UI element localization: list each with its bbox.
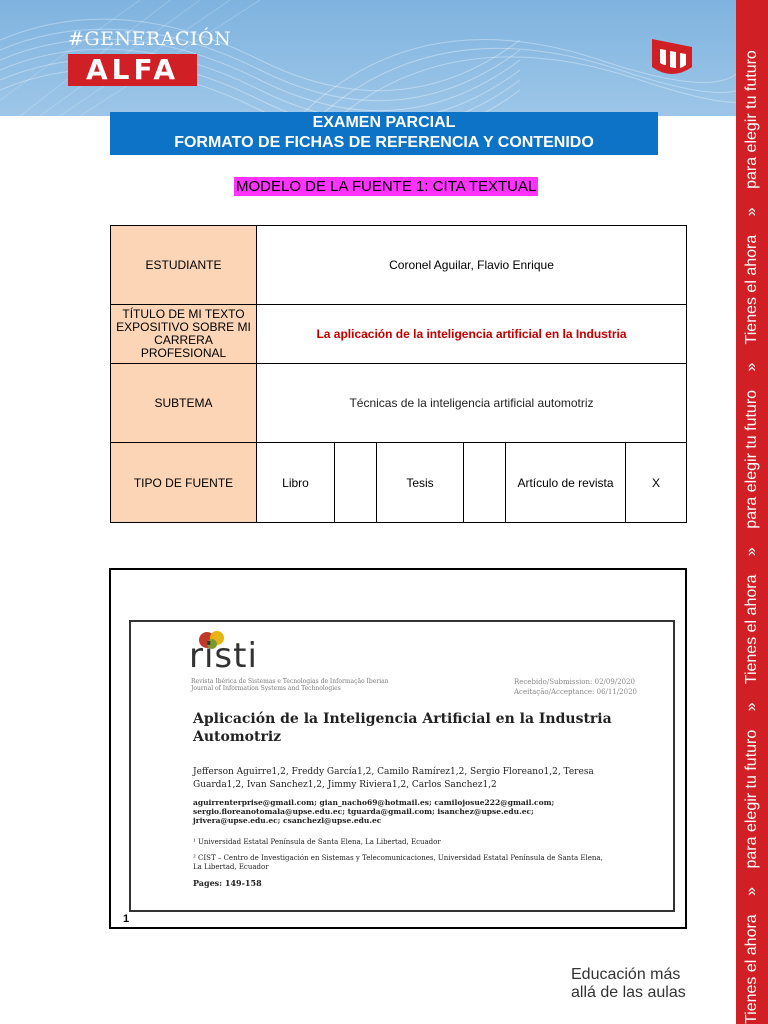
exam-title-box xyxy=(110,112,658,155)
double-chevron-icon: » xyxy=(743,886,760,896)
subtopic-label: SUBTEMA xyxy=(111,364,257,443)
footer-line-1: Educación más xyxy=(571,966,681,983)
journal-subtitle: Revista Ibérica de Sistemas e Tecnologias de Informação Iberian Journal of Information Systems and Technologies xyxy=(191,678,389,692)
option-thesis: Tesis xyxy=(377,443,464,523)
stripe-phrase: Tienes el ahora xyxy=(743,234,760,345)
header-banner xyxy=(0,0,736,116)
received-date: Recebido/Submission: 02/09/2020 xyxy=(513,678,635,686)
source-image-frame xyxy=(109,568,687,929)
paper-title: Aplicación de la Inteligencia Artificial en la Industria Automotriz xyxy=(193,711,612,745)
student-label: ESTUDIANTE xyxy=(111,226,257,305)
page-number: 1 xyxy=(123,913,130,925)
option-book-checkbox[interactable] xyxy=(335,443,377,523)
accepted-date: Aceitação/Acceptance: 06/11/2020 xyxy=(513,688,637,696)
stripe-phrase: para elegir tu futuro xyxy=(743,50,760,189)
journal-name: risti xyxy=(189,636,258,676)
text-title-value: La aplicación de la inteligencia artificial en la Industria xyxy=(257,305,687,364)
student-value: Coronel Aguilar, Flavio Enrique xyxy=(257,226,687,305)
source-type-label: TIPO DE FUENTE xyxy=(111,443,257,523)
stripe-text xyxy=(736,0,768,1024)
paper-pages: Pages: 149-158 xyxy=(193,878,262,888)
received-dates xyxy=(514,677,637,697)
double-chevron-icon: » xyxy=(743,362,760,372)
stripe-phrase: Tienes el ahora xyxy=(743,574,760,685)
option-article: Artículo de revista xyxy=(506,443,626,523)
footer-slogan xyxy=(571,966,686,1002)
exam-subtitle: FORMATO DE FICHAS DE REFERENCIA Y CONTENIDO xyxy=(174,134,594,151)
option-thesis-checkbox[interactable] xyxy=(464,443,506,523)
stripe-phrase: para elegir tu futuro xyxy=(743,389,760,529)
stripe-phrase: Tienes el ahora xyxy=(743,914,760,1024)
affiliation-2: ² CIST – Centro de Investigación en Sistemas y Telecomunicaciones, Universidad Estatal Península de Santa Elena, La Libertad, Ecuador xyxy=(193,854,603,871)
hashtag-text: #GENERACIÓN xyxy=(68,28,232,50)
footer-line-2: allá de las aulas xyxy=(571,984,686,1001)
paper-authors: Jefferson Aguirre1,2, Freddy García1,2, Camilo Ramírez1,2, Sergio Floreano1,2, Teresa Guarda1,2, Ivan Sanchez1,2, Jimmy Riviera1,2, Carlos Sanchez1,2 xyxy=(193,767,594,790)
source-model-heading: MODELO DE LA FUENTE 1: CITA TEXTUAL xyxy=(236,178,537,195)
double-chevron-icon: » xyxy=(743,702,760,712)
double-chevron-icon: » xyxy=(743,547,760,557)
right-slogan-stripe xyxy=(736,0,768,1024)
option-book: Libro xyxy=(257,443,335,523)
paper-screenshot xyxy=(129,620,675,912)
paper-emails: aguirrenterprise@gmail.com; gian_nacho69@hotmail.es; camilojosue222@gmail.com; sergio.floreanotomala@upse.edu.ec; tguarda@gmail.com; isanchez@upse.edu.ec; jrivera@upse.edu.ec; csanchezl@upse.edu.ec xyxy=(193,798,555,825)
exam-title: EXAMEN PARCIAL xyxy=(312,114,456,131)
upc-logo-icon xyxy=(650,37,694,77)
stripe-phrase: para elegir tu futuro xyxy=(743,729,760,869)
option-article-checkbox[interactable]: X xyxy=(626,443,687,523)
subtopic-value: Técnicas de la inteligencia artificial automotriz xyxy=(257,364,687,443)
reference-card-table xyxy=(110,225,687,523)
text-title-label: TÍTULO DE MI TEXTO EXPOSITIVO SOBRE MI CARRERA PROFESIONAL xyxy=(111,305,257,364)
affiliation-1: ¹ Universidad Estatal Península de Santa Elena, La Libertad, Ecuador xyxy=(193,838,441,846)
alfa-badge: ALFA xyxy=(68,54,197,86)
double-chevron-icon: » xyxy=(743,207,760,217)
